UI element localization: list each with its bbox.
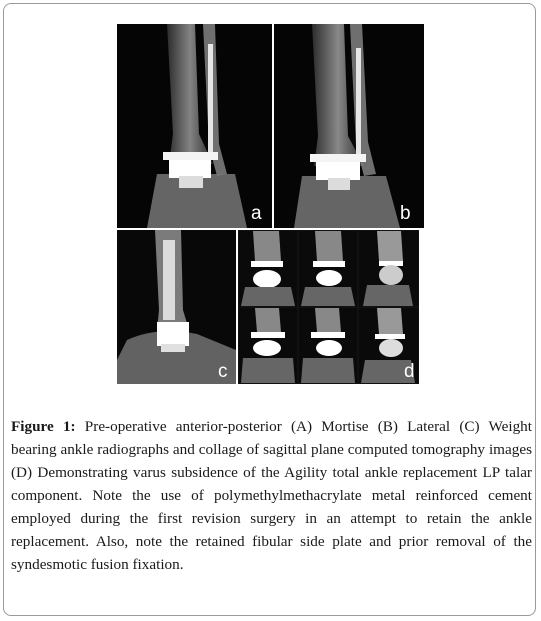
- radiograph-panel-a: [117, 24, 272, 228]
- ct-slice-4: [239, 308, 297, 383]
- ct-collage-panel-d: [238, 230, 419, 384]
- panel-label-b: b: [400, 203, 411, 224]
- ct-slice-5: [299, 308, 357, 383]
- panel-label-d: d: [404, 361, 415, 382]
- ct-slice-2: [299, 231, 357, 306]
- radiograph-panel-c: [117, 230, 236, 384]
- caption-text: Pre-operative anterior-posterior (A) Mortise (B) Lateral (C) Weight bearing ankle radiographs and collage of sagittal plane computed tomography images (D) Demonstrating varus subsidence of the Agility total ankle replacement LP talar component. Note the use of polymethylmethacrylate metal reinforced cement employed during the first revision surgery in an attempt to retain the ankle replacement. Also, note the retained fibular side plate and prior removal of the syndesmotic fusion fixation.: [11, 418, 532, 574]
- panel-label-a: a: [251, 203, 262, 224]
- ct-slice-1: [239, 231, 297, 306]
- figure-caption: [11, 415, 532, 576]
- figure-label: Figure 1:: [11, 418, 76, 436]
- ct-slice-3: [359, 231, 418, 306]
- radiograph-panel-b: [274, 24, 424, 228]
- panel-label-c: c: [218, 361, 228, 382]
